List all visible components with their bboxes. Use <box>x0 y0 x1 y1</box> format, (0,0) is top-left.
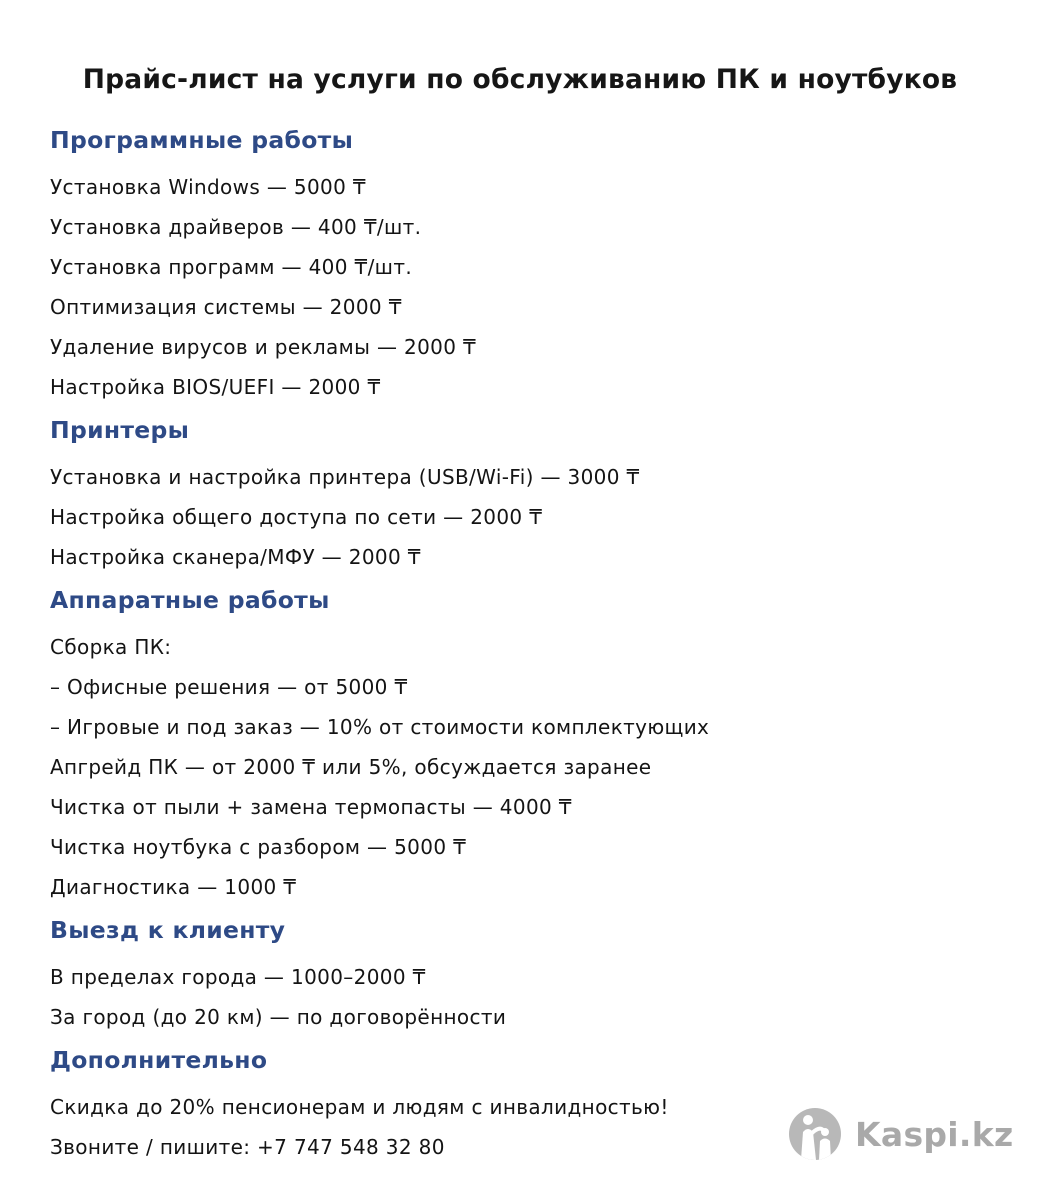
list-item: Чистка от пыли + замена термопасты — 4000 ₸ <box>50 795 572 819</box>
list-item: Установка и настройка принтера (USB/Wi-Fi) — 3000 ₸ <box>50 465 640 489</box>
price-list <box>50 117 990 1167</box>
list-item: Установка драйверов — 400 ₸/шт. <box>50 215 422 239</box>
section-printers <box>50 407 990 577</box>
section-heading: Принтеры <box>50 416 190 444</box>
section-heading: Программные работы <box>50 126 354 154</box>
list-item: Апгрейд ПК — от 2000 ₸ или 5%, обсуждается заранее <box>50 755 652 779</box>
list-item: В пределах города — 1000–2000 ₸ <box>50 965 426 989</box>
list-item: Диагностика — 1000 ₸ <box>50 875 297 899</box>
list-item: Установка программ — 400 ₸/шт. <box>50 255 413 279</box>
section-software <box>50 117 990 407</box>
list-item: Чистка ноутбука с разбором — 5000 ₸ <box>50 835 467 859</box>
kaspi-logo-text: Kaspi.kz <box>855 1114 1014 1154</box>
list-item: – Офисные решения — от 5000 ₸ <box>50 675 408 699</box>
section-hardware <box>50 577 990 907</box>
kaspi-watermark <box>789 1106 1014 1162</box>
list-item: Установка Windows — 5000 ₸ <box>50 175 366 199</box>
list-item: Настройка BIOS/UEFI — 2000 ₸ <box>50 375 381 399</box>
list-item: Настройка сканера/МФУ — 2000 ₸ <box>50 545 421 569</box>
list-item: За город (до 20 км) — по договорённости <box>50 1005 507 1029</box>
list-item: Удаление вирусов и рекламы — 2000 ₸ <box>50 335 477 359</box>
list-item: Оптимизация системы — 2000 ₸ <box>50 295 402 319</box>
list-item: Сборка ПК: <box>50 635 172 659</box>
section-on-site-visit <box>50 907 990 1037</box>
section-heading: Аппаратные работы <box>50 586 330 614</box>
list-item: – Игровые и под заказ — 10% от стоимости комплектующих <box>50 715 710 739</box>
list-item: Скидка до 20% пенсионерам и людям с инвалидностью! <box>50 1095 669 1119</box>
kaspi-logo-icon <box>789 1108 841 1160</box>
list-item: Настройка общего доступа по сети — 2000 ₸ <box>50 505 543 529</box>
section-heading: Дополнительно <box>50 1046 268 1074</box>
contact-line: Звоните / пишите: +7 747 548 32 80 <box>50 1135 445 1159</box>
section-heading: Выезд к клиенту <box>50 916 286 944</box>
page-title: Прайс-лист на услуги по обслуживанию ПК и ноутбуков <box>82 63 958 95</box>
